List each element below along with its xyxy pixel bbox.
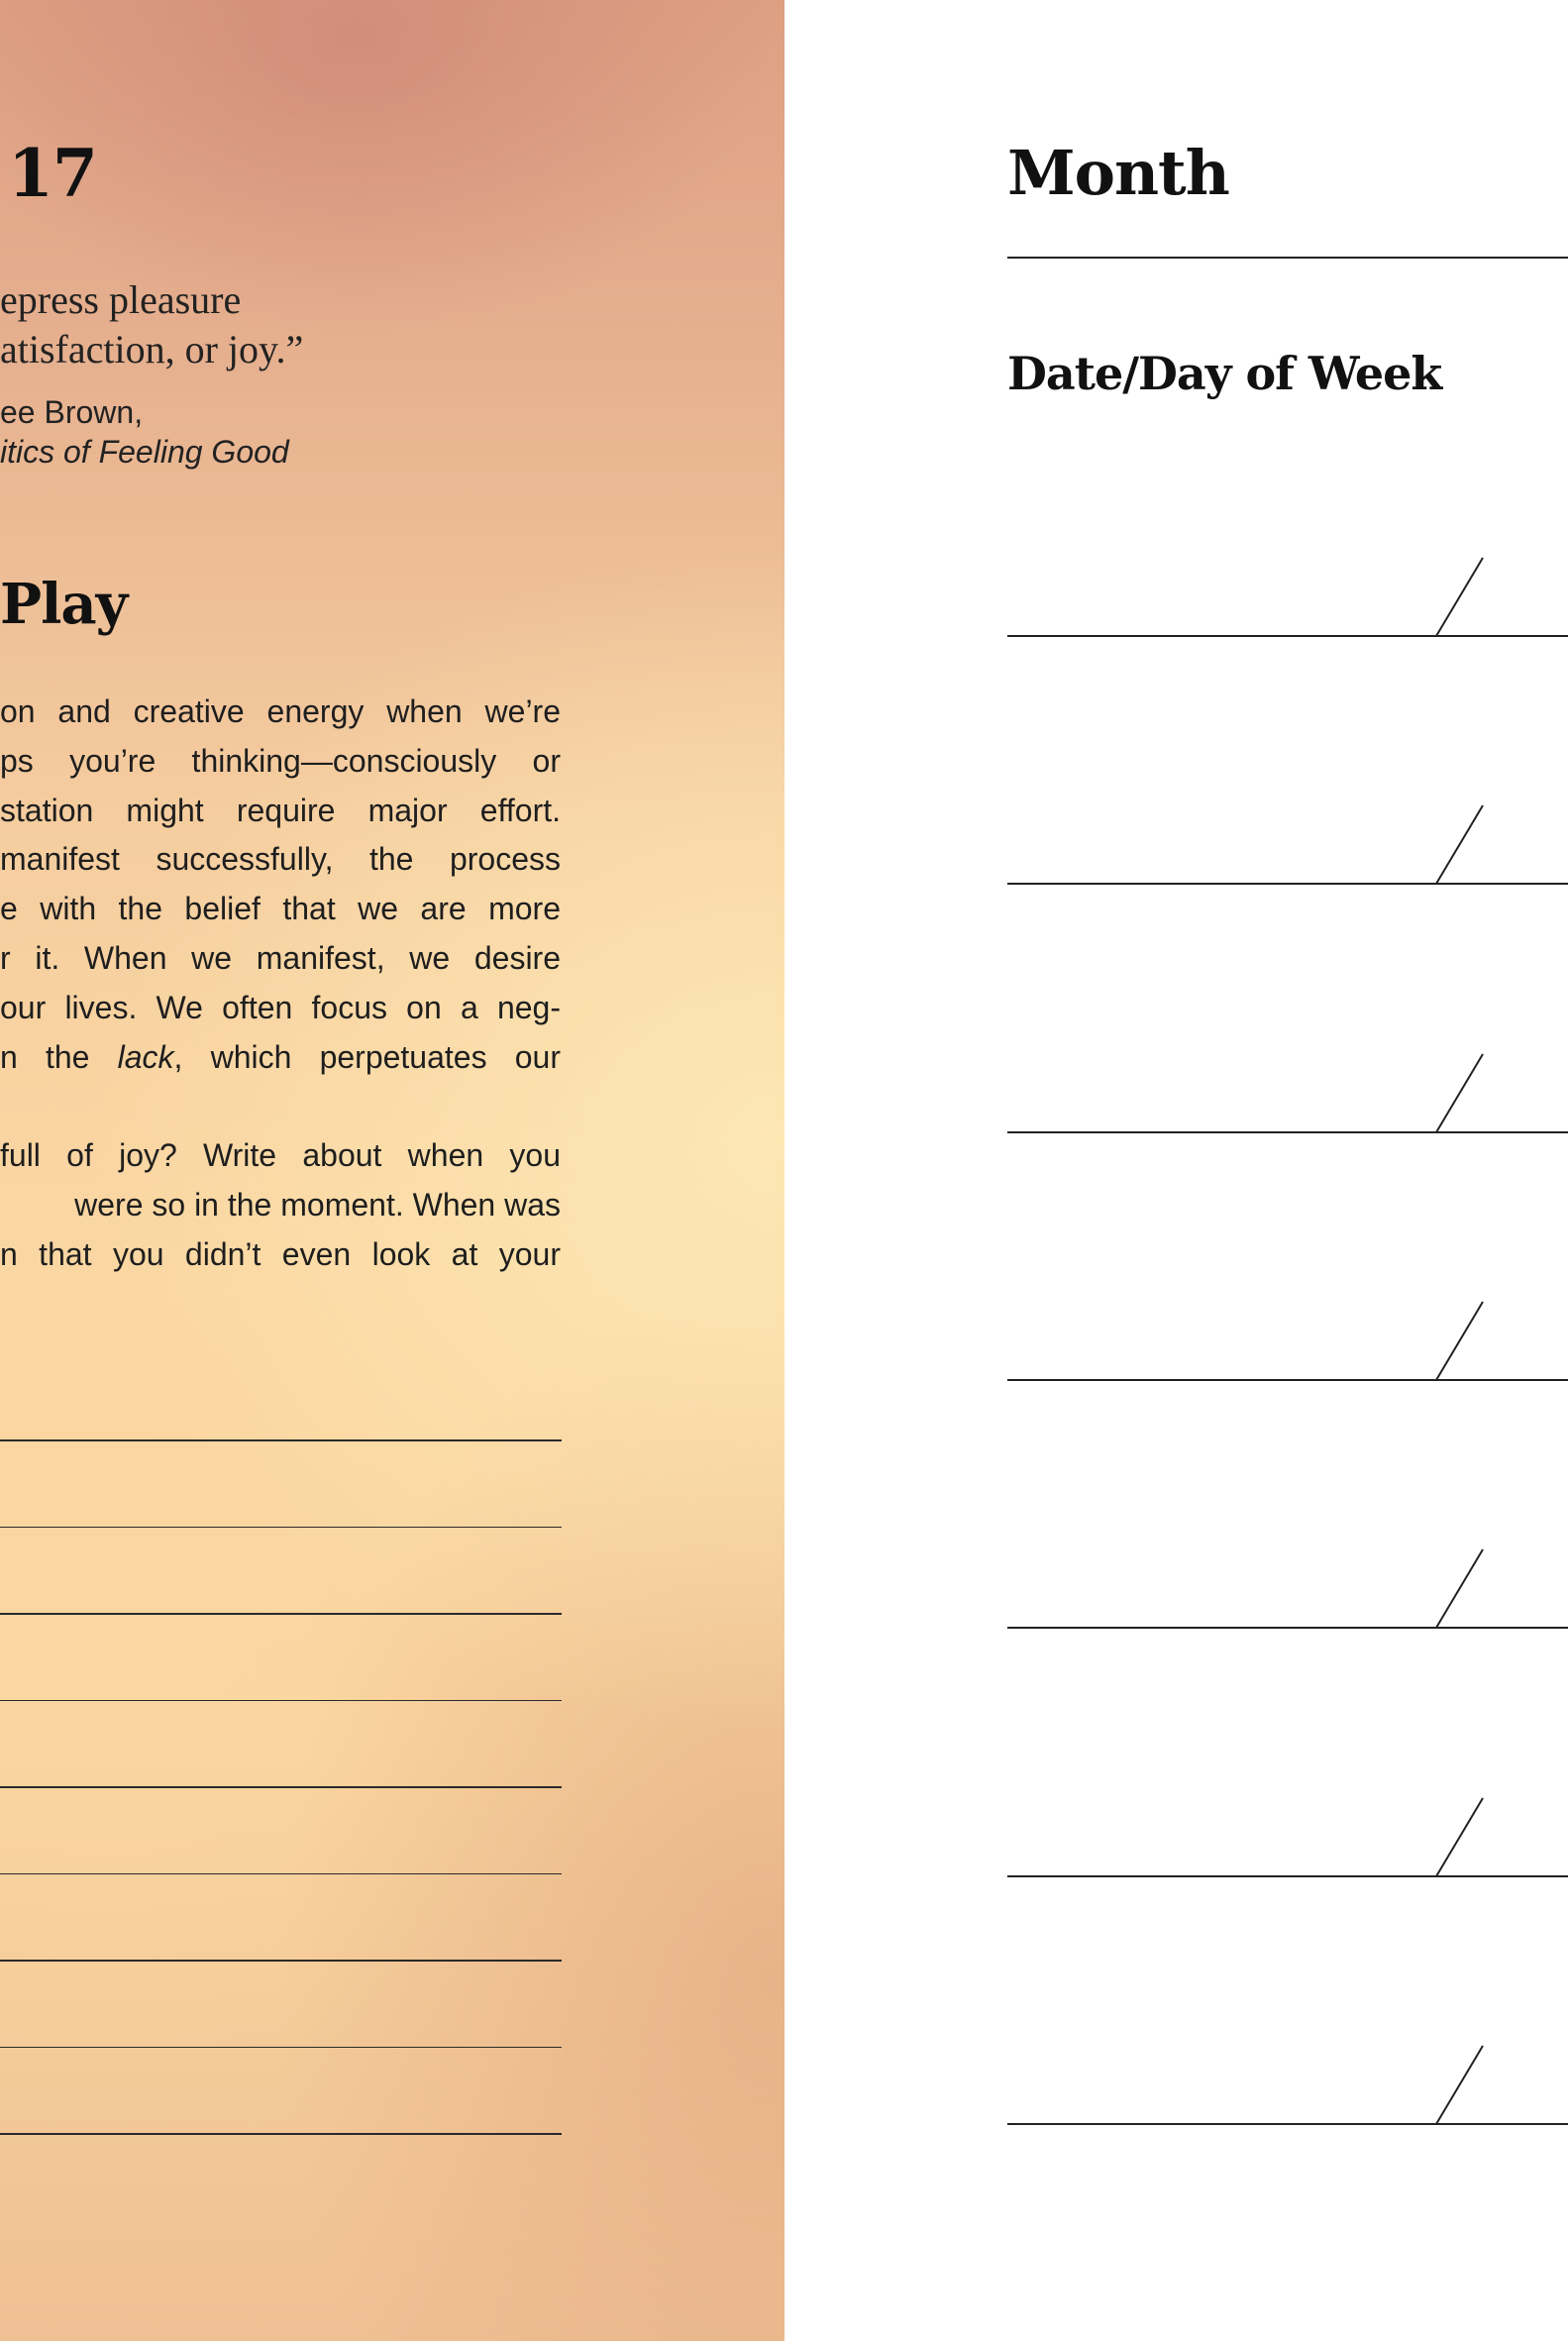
- text-line: [0, 1033, 561, 1083]
- text-line: full of joy? Write about when you: [0, 1137, 561, 1174]
- quote-line: atisfaction, or joy.”: [0, 327, 304, 372]
- date-slash-separator: [1007, 803, 1568, 885]
- quote-attribution: [0, 392, 396, 472]
- text-line: on and creative energy when we’re: [0, 693, 561, 729]
- text-fragment: n the: [0, 1038, 118, 1075]
- writing-line[interactable]: [0, 1700, 562, 1702]
- emphasis-word: lack: [117, 1038, 174, 1075]
- writing-line[interactable]: [0, 1613, 562, 1615]
- writing-line[interactable]: [0, 1873, 562, 1875]
- date-entry-line[interactable]: [1007, 2044, 1568, 2125]
- date-slash-separator: [1007, 1547, 1568, 1629]
- text-fragment: , which perpetuates our: [173, 1038, 561, 1075]
- writing-line[interactable]: [0, 1527, 562, 1529]
- prompt-text: [0, 688, 561, 1280]
- date-slash-separator: [1007, 2044, 1568, 2125]
- date-slash-separator: [1007, 1300, 1568, 1381]
- month-input-line[interactable]: [1007, 257, 1568, 259]
- date-entry-line[interactable]: [1007, 1796, 1568, 1877]
- text-line: manifest successfully, the process: [0, 841, 561, 878]
- date-entry-line[interactable]: [1007, 1547, 1568, 1629]
- section-title: Play: [0, 572, 128, 637]
- text-line: were so in the moment. When was: [74, 1186, 561, 1223]
- text-line: ps you’re thinking—consciously or: [0, 742, 561, 779]
- writing-lines[interactable]: [0, 1439, 562, 2220]
- writing-line[interactable]: [0, 1786, 562, 1788]
- date-entry-line[interactable]: [1007, 1300, 1568, 1381]
- attribution-book: itics of Feeling Good: [0, 434, 289, 470]
- date-slash-separator: [1007, 556, 1568, 637]
- date-entry-line[interactable]: [1007, 556, 1568, 637]
- quote: [0, 275, 416, 374]
- text-line: our lives. We often focus on a neg-: [0, 989, 561, 1025]
- writing-line[interactable]: [0, 1960, 562, 1962]
- quote-line: epress pleasure: [0, 277, 242, 322]
- date-slash-separator: [1007, 1052, 1568, 1133]
- writing-line[interactable]: [0, 2047, 562, 2049]
- date-slash-separator: [1007, 1796, 1568, 1877]
- right-page: [784, 0, 1568, 2341]
- text-line: station might require major effort.: [0, 792, 561, 828]
- date-entry-line[interactable]: [1007, 1052, 1568, 1133]
- month-label: Month: [1007, 137, 1229, 209]
- writing-line[interactable]: [0, 1439, 562, 1441]
- date-day-label: Date/Day of Week: [1007, 347, 1442, 400]
- text-line: r it. When we manifest, we desire: [0, 939, 561, 976]
- text-line: n that you didn’t even look at your: [0, 1235, 561, 1272]
- text-line: e with the belief that we are more: [0, 891, 561, 927]
- writing-line[interactable]: [0, 2133, 562, 2135]
- attribution-name: ee Brown,: [0, 394, 144, 430]
- day-number: 17: [8, 135, 97, 212]
- date-entry-line[interactable]: [1007, 803, 1568, 885]
